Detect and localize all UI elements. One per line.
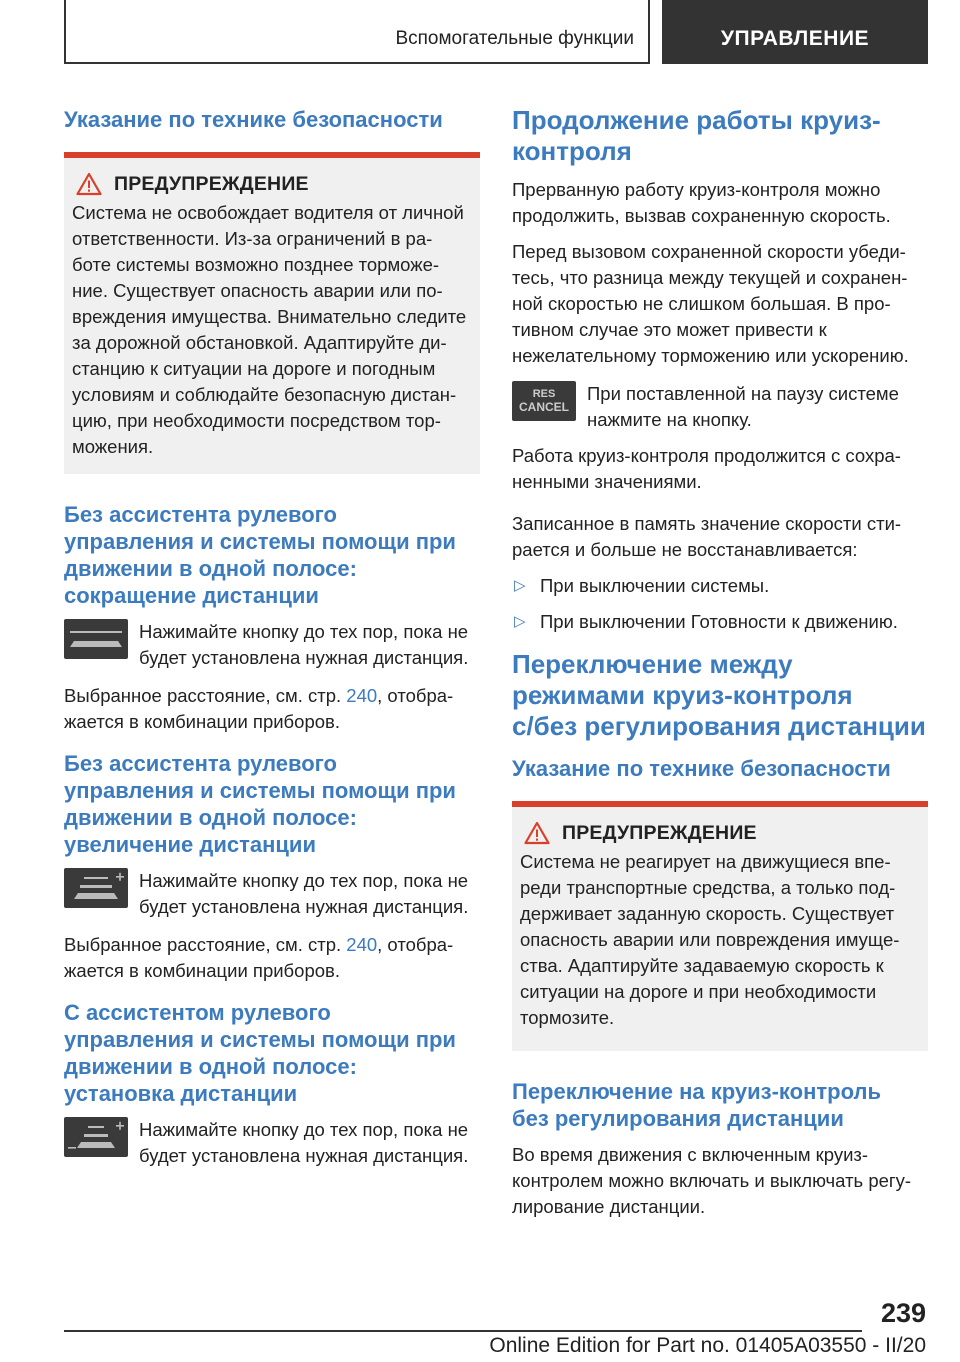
- text-line: Во время движения с включенным круиз-: [512, 1144, 869, 1165]
- warning-line: ства. Адаптируйте задаваемую скорость к: [520, 955, 884, 976]
- text-line: будет установлена нужная дистанция.: [139, 1145, 469, 1166]
- heading-line: Без ассистента рулевого: [64, 502, 337, 527]
- res-cancel-row: [512, 381, 928, 433]
- text-line: жается в комбинации приборов.: [64, 711, 340, 732]
- text-part: Выбранное расстояние, см. стр.: [64, 685, 347, 706]
- heading-line: режимами круиз-контроля: [512, 680, 853, 710]
- heading-line: с/без регулирования дистанции: [512, 711, 926, 741]
- decrease-paragraph: [64, 683, 480, 735]
- increase-text: [139, 868, 468, 920]
- before-paragraph: [512, 239, 928, 369]
- switch-paragraph: [512, 1142, 928, 1220]
- text-line: нажмите на кнопку.: [587, 409, 752, 430]
- warning-line: ние. Существует опасность аварии или по-: [72, 280, 443, 301]
- text-line: Нажимайте кнопку до тех пор, пока не: [139, 1119, 469, 1140]
- text-line: рается и больше не восстанавливается:: [512, 539, 858, 560]
- warning-line: можения.: [72, 436, 154, 457]
- text-part: , отобра-: [377, 685, 454, 706]
- decrease-row: [64, 619, 480, 671]
- increase-paragraph: [64, 932, 480, 984]
- heading-set-distance: [64, 999, 480, 1107]
- heading-line: движении в одной полосе:: [64, 805, 357, 830]
- warning-title-row: [76, 172, 472, 196]
- text-line: жается в комбинации приборов.: [64, 960, 340, 981]
- warning-line: условиям и соблюдайте безопасную дистан-: [72, 384, 457, 405]
- text-line: ной скоростью не слишком большая. В про-: [512, 293, 891, 314]
- distance-decrease-button-icon: [64, 619, 128, 659]
- text-line: будет установлена нужная дистанция.: [139, 647, 469, 668]
- right-column: [512, 96, 928, 1220]
- text-line: Прерванную работу круиз-контроля можно: [512, 179, 881, 200]
- text-line: лирование дистанции.: [512, 1196, 706, 1217]
- heading-line: движении в одной полосе:: [64, 556, 357, 581]
- safety-heading-2: Указание по технике безопасности: [512, 756, 891, 781]
- list-item-text: При выключении системы.: [540, 575, 770, 596]
- cancel-label: CANCEL: [519, 400, 569, 414]
- res-cancel-button-icon: [512, 381, 576, 421]
- text-line: [64, 932, 480, 958]
- warning-box-2: [512, 807, 928, 1051]
- warning-triangle-icon: [524, 821, 550, 845]
- heading-line: управления и системы помощи при: [64, 529, 456, 554]
- warning-line: вреждения имущества. Внимательно следите: [72, 306, 467, 327]
- text-line: Нажимайте кнопку до тех пор, пока не: [139, 621, 469, 642]
- res-cancel-text: [587, 381, 899, 433]
- text-line: Перед вызовом сохраненной скорости убеди-: [512, 241, 906, 262]
- distance-set-button-icon: [64, 1117, 128, 1157]
- chapter-tab: [662, 0, 928, 64]
- set-distance-row: [64, 1117, 480, 1169]
- list-item: [512, 573, 928, 599]
- bullet-list: [512, 573, 928, 635]
- text-line: Нажимайте кнопку до тех пор, пока не: [139, 870, 469, 891]
- text-line: тивном случае это может привести к: [512, 319, 827, 340]
- list-item-text: При выключении Готовности к движению.: [540, 611, 898, 632]
- warning-line: держивает заданную скорость. Существует: [520, 903, 895, 924]
- warning-line: станцию к ситуации на дороге и погодным: [72, 358, 436, 379]
- footer-divider: [64, 1330, 862, 1332]
- chapter-title: УПРАВЛЕНИЕ: [720, 27, 870, 50]
- footer-edition: Online Edition for Part no. 01405A03550 - II/20: [489, 1334, 926, 1357]
- page-ref-link[interactable]: 240: [346, 685, 378, 706]
- warning-text-2: [520, 849, 920, 1031]
- erased-paragraph: [512, 511, 928, 563]
- text-line: продолжить, вызвав сохраненную скорость.: [512, 205, 891, 226]
- text-line: нежелательному торможению или ускорению.: [512, 345, 909, 366]
- text-line: контролем можно включать и выключать регу-: [512, 1170, 912, 1191]
- warning-line: ответственности. Из-за ограничений в ра-: [72, 228, 433, 249]
- text-line: Записанное в память значение скорости сти-: [512, 513, 902, 534]
- heading-line: увеличение дистанции: [64, 832, 316, 857]
- heading-line: сокращение дистанции: [64, 583, 319, 608]
- warning-line: цию, при необходимости посредством тор-: [72, 410, 441, 431]
- text-part: , отобра-: [377, 934, 454, 955]
- warning-line: опасность аварии или повреждения имуще-: [520, 929, 900, 950]
- warning-line: Система не освобождает водителя от личной: [72, 202, 464, 223]
- heading-line: управления и системы помощи при: [64, 778, 456, 803]
- section-tab: [64, 0, 650, 64]
- text-part: Выбранное расстояние, см. стр.: [64, 934, 347, 955]
- heading-line: Продолжение работы круиз-: [512, 105, 881, 135]
- warning-line: реди транспортные средства, а только под-: [520, 877, 896, 898]
- increase-row: [64, 868, 480, 920]
- warning-triangle-icon: [76, 172, 102, 196]
- safety-heading: Указание по технике безопасности: [64, 107, 443, 132]
- resume-paragraph: [512, 177, 928, 229]
- text-line: При поставленной на паузу системе: [587, 383, 899, 404]
- warning-text: [72, 200, 472, 460]
- warning-title: ПРЕДУПРЕЖДЕНИЕ: [114, 172, 309, 195]
- text-line: будет установлена нужная дистанция.: [139, 896, 469, 917]
- heading-decrease-distance: [64, 501, 480, 609]
- page-header: [64, 0, 928, 64]
- text-line: ненными значениями.: [512, 471, 702, 492]
- heading-line: движении в одной полосе:: [64, 1054, 357, 1079]
- heading-switch-modes: [512, 649, 928, 742]
- distance-increase-button-icon: [64, 868, 128, 908]
- set-distance-text: [139, 1117, 468, 1169]
- heading-line: без регулирования дистанции: [512, 1106, 844, 1131]
- heading-line: Переключение на круиз-контроль: [512, 1079, 881, 1104]
- page-ref-link[interactable]: 240: [346, 934, 378, 955]
- heading-increase-distance: [64, 750, 480, 858]
- heading-line: управления и системы помощи при: [64, 1027, 456, 1052]
- section-title: Вспомогательные функции: [395, 28, 634, 49]
- warning-line: ситуации на дороге и при необходимости: [520, 981, 877, 1002]
- warning-title-row-2: [524, 821, 920, 845]
- warning-line: Система не реагирует на движущиеся впе-: [520, 851, 891, 872]
- continue-paragraph: [512, 443, 928, 495]
- text-line: [64, 683, 480, 709]
- bullet-triangle-icon: ▷: [514, 613, 526, 630]
- heading-line: контроля: [512, 136, 632, 166]
- heading-line: установка дистанции: [64, 1081, 298, 1106]
- warning-box: [64, 158, 480, 474]
- text-line: Работа круиз-контроля продолжится с сохра-: [512, 445, 901, 466]
- heading-line: С ассистентом рулевого: [64, 1000, 331, 1025]
- warning-line: за дорожной обстановкой. Адаптируйте ди-: [72, 332, 447, 353]
- decrease-text: [139, 619, 468, 671]
- warning-title-2: ПРЕДУПРЕЖДЕНИЕ: [562, 821, 757, 844]
- res-label: RES: [532, 388, 556, 400]
- bullet-triangle-icon: ▷: [514, 577, 526, 594]
- left-column: [64, 96, 480, 1169]
- heading-resume: [512, 105, 928, 167]
- heading-line: Переключение между: [512, 649, 793, 679]
- text-line: тесь, что разница между текущей и сохранен-: [512, 267, 908, 288]
- warning-line: тормозите.: [520, 1007, 615, 1028]
- warning-line: боте системы возможно позднее торможе-: [72, 254, 440, 275]
- page-number: 239: [880, 1298, 926, 1328]
- heading-switch-to-cruise: [512, 1078, 928, 1132]
- heading-line: Без ассистента рулевого: [64, 751, 337, 776]
- list-item: [512, 609, 928, 635]
